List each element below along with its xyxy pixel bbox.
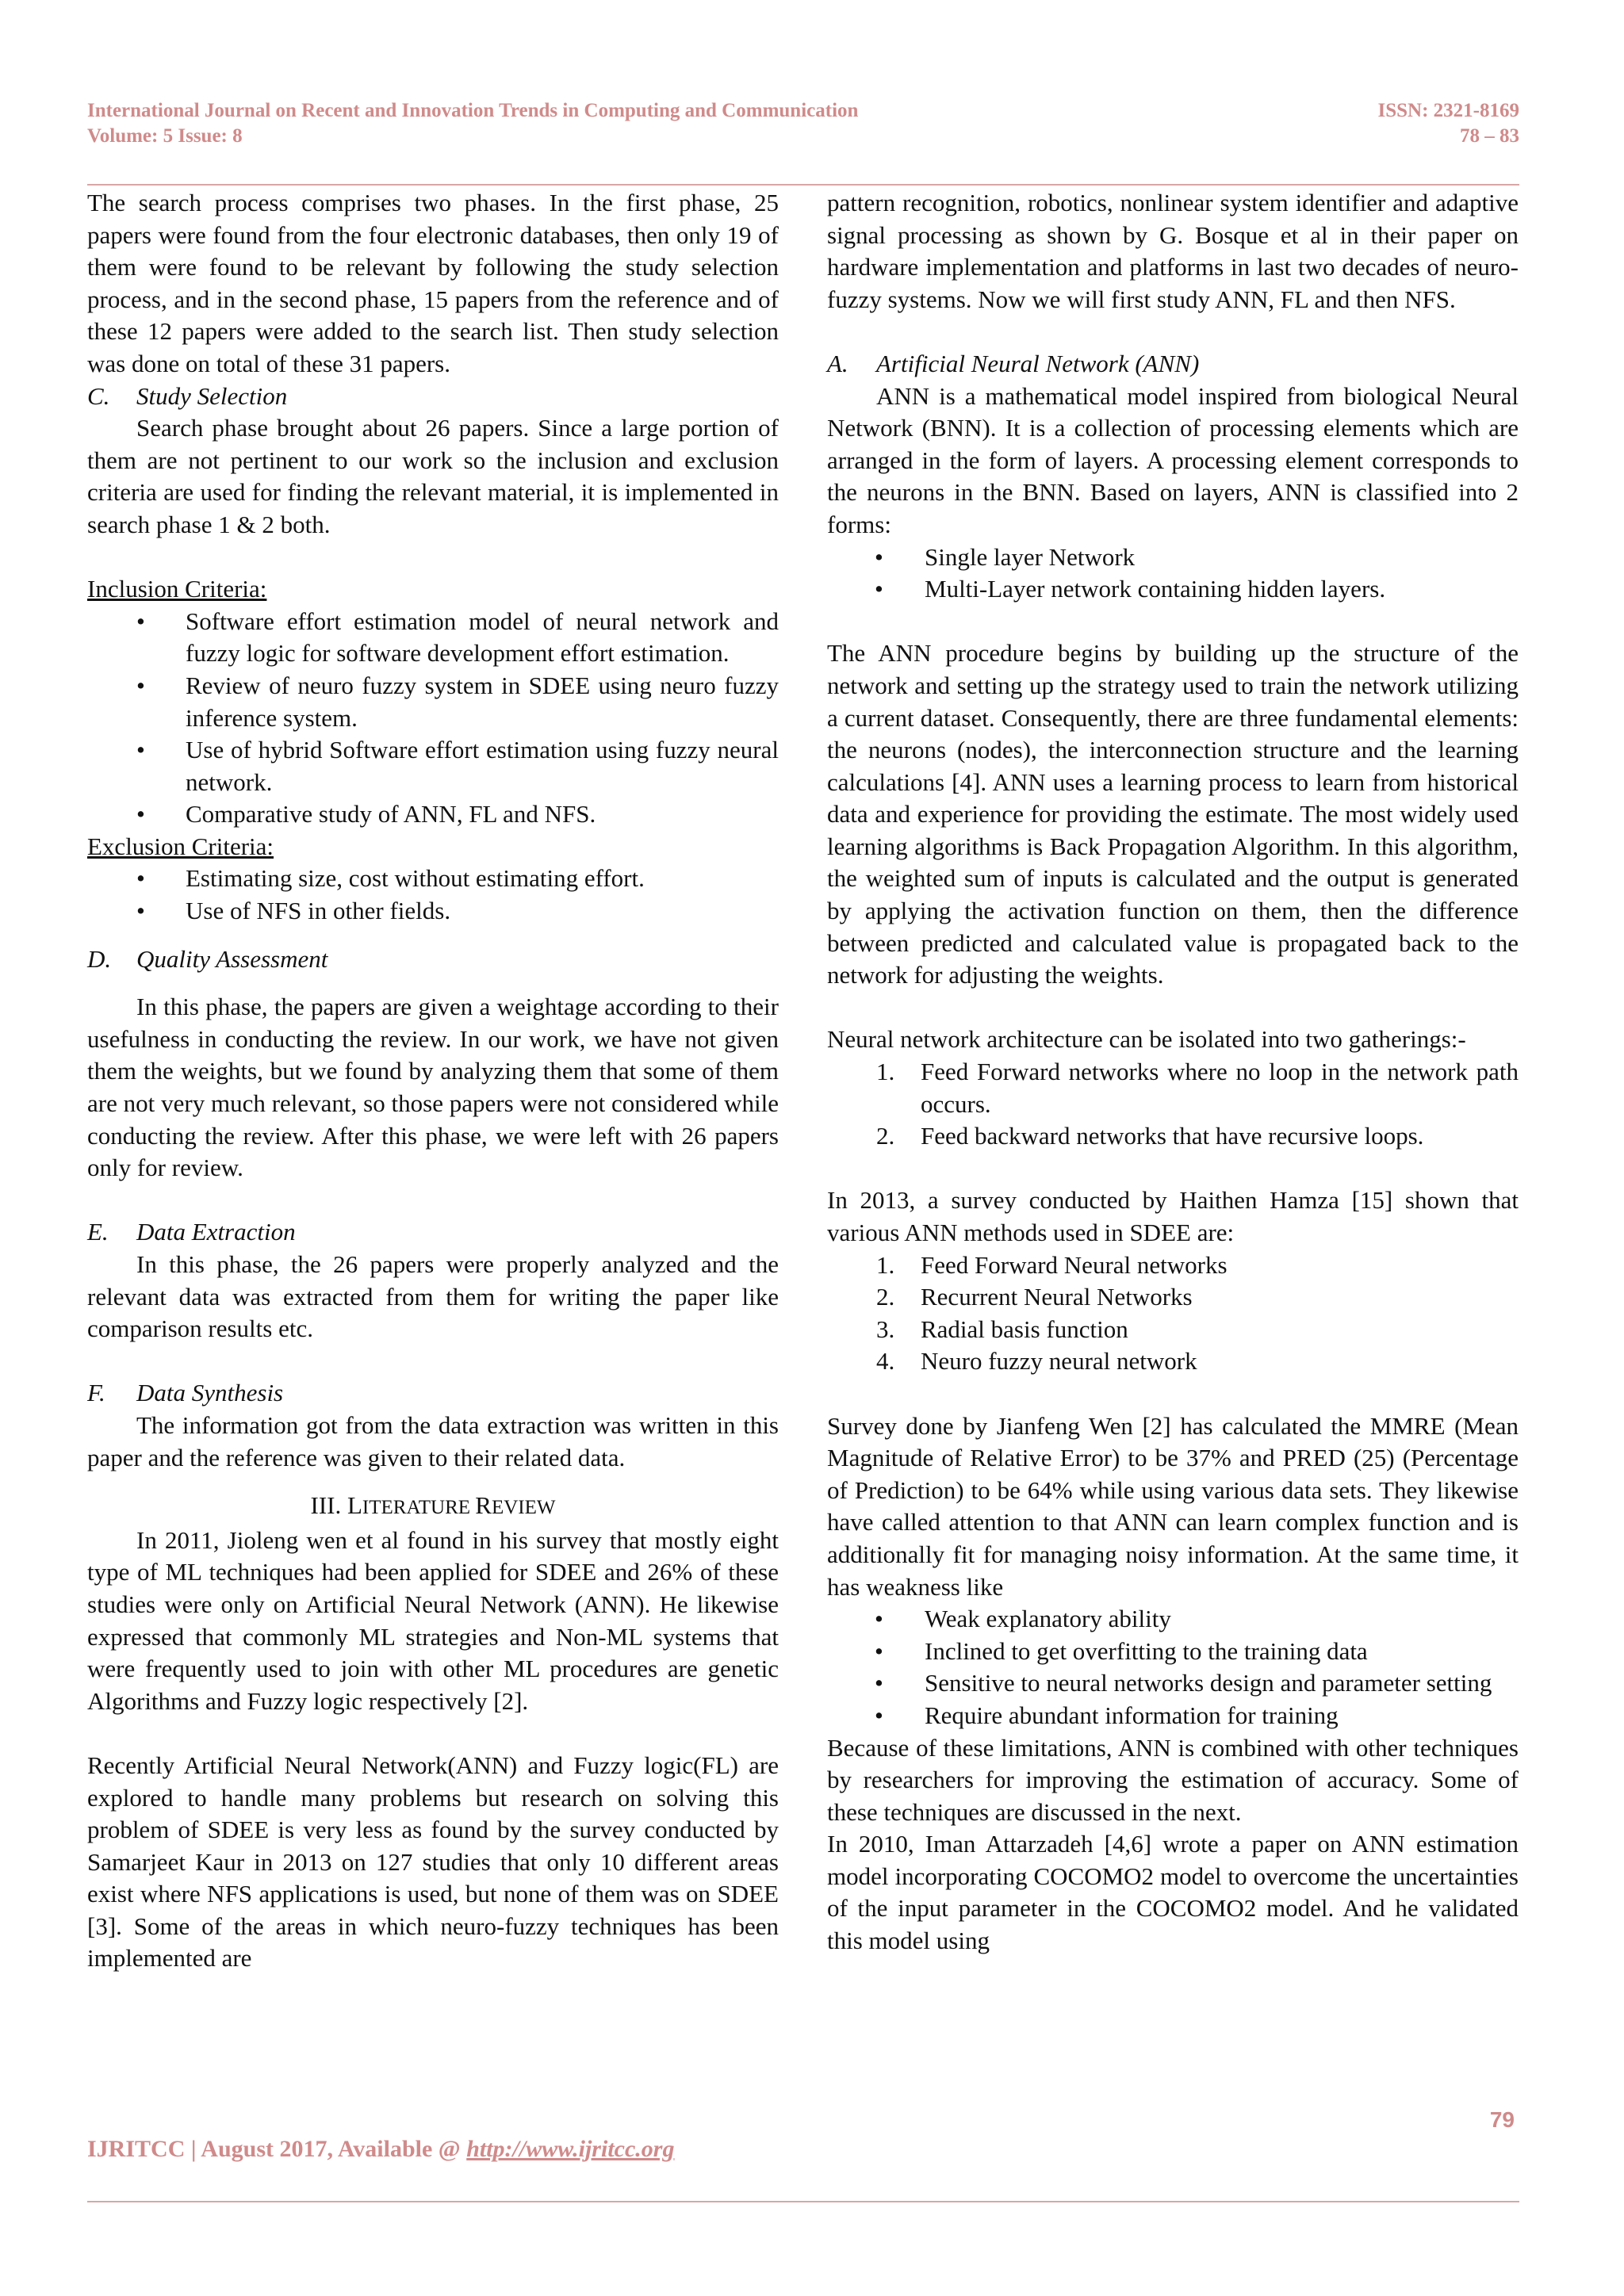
spacer — [87, 1184, 779, 1217]
journal-header — [87, 98, 858, 149]
list-item: • Comparative study of ANN, FL and NFS. — [87, 798, 779, 831]
list-item: • Use of NFS in other fields. — [87, 895, 779, 928]
section-a-heading — [827, 348, 1519, 381]
page-number: 79 — [1489, 2107, 1515, 2132]
spacer — [827, 1153, 1519, 1185]
section-f-heading — [87, 1377, 779, 1410]
spacer — [87, 928, 779, 943]
inclusion-criteria-title: Inclusion Criteria: — [87, 575, 267, 603]
spacer — [827, 992, 1519, 1024]
exclusion-criteria-title: Exclusion Criteria: — [87, 832, 274, 860]
mmre-paragraph: Survey done by Jianfeng Wen [2] has calculated the MMRE (Mean Magnitude of Relative Error) to be 37% and PRED (25) (Percentage of Prediction) to be 64% while using various data sets. They likewise have called attention to that ANN can learn complex function and is additionally fit for managing noisy information. At the same time, it has weakness like — [827, 1411, 1519, 1601]
ann-forms-list — [827, 541, 1519, 606]
section-d-label: D. — [87, 944, 112, 973]
spacer — [87, 1474, 779, 1490]
list-item: • Use of hybrid Software effort estimation using fuzzy neural network. — [87, 734, 779, 798]
section-c-heading — [87, 381, 779, 413]
list-item: • Weak explanatory ability — [827, 1603, 1519, 1636]
list-item: • Sensitive to neural networks design and parameter setting — [827, 1667, 1519, 1700]
journal-link[interactable]: http://www.ijritcc.org — [466, 2136, 675, 2162]
list-item: • Review of neuro fuzzy system in SDEE using neuro fuzzy inference system. — [87, 670, 779, 734]
nfs-areas-paragraph: pattern recognition, robotics, nonlinear system identifier and adaptive signal processing as shown by G. Bosque et al in their paper on hardware implementation and platforms in last two decades of neuro-fuzzy systems. Now we will first study ANN, FL and then NFS. — [827, 189, 1519, 313]
list-item: • Require abundant information for training — [827, 1700, 1519, 1732]
attarzadeh-paragraph: In 2010, Iman Attarzadeh [4,6] wrote a paper on ANN estimation model incorporating COCOMO2 model to overcome the uncertainties of the input parameter in the COCOMO2 model. And he validated this model using — [827, 1830, 1519, 1955]
journal-title: International Journal on Recent and Innovation Trends in Computing and Communication — [87, 100, 859, 121]
list-item: • Software effort estimation model of neural network and fuzzy logic for software development effort estimation. — [87, 606, 779, 670]
weakness-list — [827, 1603, 1519, 1732]
list-item: 1. Feed Forward Neural networks — [876, 1250, 1228, 1279]
right-column — [827, 187, 1519, 1957]
section-iii-title: III. LITERATURE REVIEW — [310, 1491, 556, 1520]
section-f-label: F. — [87, 1379, 105, 1407]
list-item: • Estimating size, cost without estimating effort. — [87, 863, 779, 895]
spacer — [87, 541, 779, 574]
inclusion-list — [87, 606, 779, 831]
footer-divider — [87, 2201, 1519, 2202]
section-a-label: A. — [827, 349, 848, 377]
section-f-title: Data Synthesis — [136, 1379, 284, 1407]
footer-text: IJRITCC | August 2017, Available @ http://www.ijritcc.org — [87, 2136, 675, 2162]
survey-paragraph: In 2013, a survey conducted by Haithen Hamza [15] shown that various ANN methods used in SDEE are: — [827, 1186, 1519, 1246]
section-d-title: Quality Assessment — [136, 944, 328, 973]
section-e-title: Data Extraction — [136, 1218, 296, 1246]
literature-paragraph-2: Recently Artificial Neural Network(ANN) and Fuzzy logic(FL) are explored to handle many problems but research on solving this problem of SDEE is very less as found by the survey conducted by Samarjeet Kaur in 2013 on 127 studies that only 10 different areas exist where NFS applications is used, but none of them was on SDEE [3]. Some of the areas in which neuro-fuzzy techniques has been implemented are — [87, 1751, 779, 1973]
section-e-label: E. — [87, 1218, 109, 1246]
data-synthesis-paragraph: The information got from the data extraction was written in this paper and the reference was given to their related data. — [87, 1410, 779, 1471]
list-item: • Multi-Layer network containing hidden layers. — [827, 573, 1519, 606]
list-item: • Inclined to get overfitting to the training data — [827, 1636, 1519, 1668]
journal-header-right — [1378, 98, 1520, 149]
architecture-list — [827, 1056, 1519, 1153]
limitations-paragraph: Because of these limitations, ANN is combined with other techniques by researchers for improving the estimation of accuracy. Some of these techniques are discussed in the next. — [827, 1733, 1519, 1826]
study-selection-paragraph: Search phase brought about 26 papers. Since a large portion of them are not pertinent to our work so the inclusion and exclusion criteria are used for finding the relevant material, it is implemented in search phase 1 & 2 both. — [87, 414, 779, 538]
quality-assessment-paragraph: In this phase, the papers are given a weightage according to their usefulness in conducting the review. In our work, we have not given them the weights, but we found by analyzing them that some of them are not very much relevant, so those papers were not considered while conducting the review. After this phase, we were left with 26 papers only for review. — [87, 993, 779, 1182]
list-item: 4. Neuro fuzzy neural network — [876, 1347, 1197, 1376]
spacer — [827, 606, 1519, 638]
literature-paragraph-1: In 2011, Jioleng wen et al found in his survey that mostly eight type of ML techniques had been applied for SDEE and 26% of these studies were only on Artificial Neural Network (ANN). He likewise expressed that commonly ML strategies and Non-ML systems that were frequently used to join with other ML procedures are genetic Algorithms and Fuzzy logic respectively [2]. — [87, 1525, 779, 1715]
journal-volume: Volume: 5 Issue: 8 — [87, 125, 243, 147]
section-a-title: Artificial Neural Network (ANN) — [876, 349, 1200, 377]
ann-procedure-paragraph: The ANN procedure begins by building up the structure of the network and setting up the strategy used to train the network utilizing a current dataset. Consequently, there are three fundamental elements: the neurons (nodes), the interconnection structure and the learning calculations [4]. ANN uses a learning process to learn from historical data and experience for providing the estimate. The most widely used learning algorithms is Back Propagation Algorithm. In this algorithm, the weighted sum of inputs is calculated and the output is generated by applying the activation function on them, then the difference between predicted and calculated value is propagated back to the network for adjusting the weights. — [827, 639, 1519, 989]
section-d-heading — [87, 943, 779, 976]
data-extraction-paragraph: In this phase, the 26 papers were properly analyzed and the relevant data was extracted from them for writing the paper like comparison results etc. — [87, 1250, 779, 1343]
list-item: 1. Feed Forward networks where no loop in the network path occurs. — [876, 1058, 1519, 1118]
journal-issn: ISSN: 2321-8169 — [1377, 100, 1519, 121]
left-column — [87, 187, 779, 1975]
spacer — [87, 1717, 779, 1750]
spacer — [827, 316, 1519, 348]
architecture-paragraph: Neural network architecture can be isolated into two gatherings:- — [827, 1025, 1466, 1054]
spacer — [827, 1378, 1519, 1410]
ann-methods-list — [827, 1249, 1519, 1378]
exclusion-list — [87, 863, 779, 927]
spacer — [87, 975, 779, 991]
list-item: 3. Radial basis function — [876, 1314, 1128, 1343]
search-process-paragraph: The search process comprises two phases. In the first phase, 25 papers were found from the four electronic databases, then only 19 of them were found to be relevant by following the study selection process, and in the second phase, 15 papers from the reference and of these 12 papers were added to the search list. Then study selection was done on total of these 31 papers. — [87, 189, 779, 377]
section-e-heading — [87, 1216, 779, 1249]
list-item: 2. Feed backward networks that have recursive loops. — [876, 1122, 1424, 1150]
journal-pages: 78 – 83 — [1460, 125, 1519, 147]
list-item: 2. Recurrent Neural Networks — [876, 1283, 1193, 1311]
section-c-title: Study Selection — [136, 381, 288, 410]
ann-intro-paragraph: ANN is a mathematical model inspired from biological Neural Network (BNN). It is a collection of processing elements which are arranged in the form of layers. A processing element corresponds to the neurons in the BNN. Based on layers, ANN is classified into 2 forms: — [827, 381, 1519, 538]
list-item: • Single layer Network — [827, 541, 1519, 574]
header-divider — [87, 184, 1519, 186]
spacer — [87, 1345, 779, 1378]
section-c-label: C. — [87, 381, 110, 410]
